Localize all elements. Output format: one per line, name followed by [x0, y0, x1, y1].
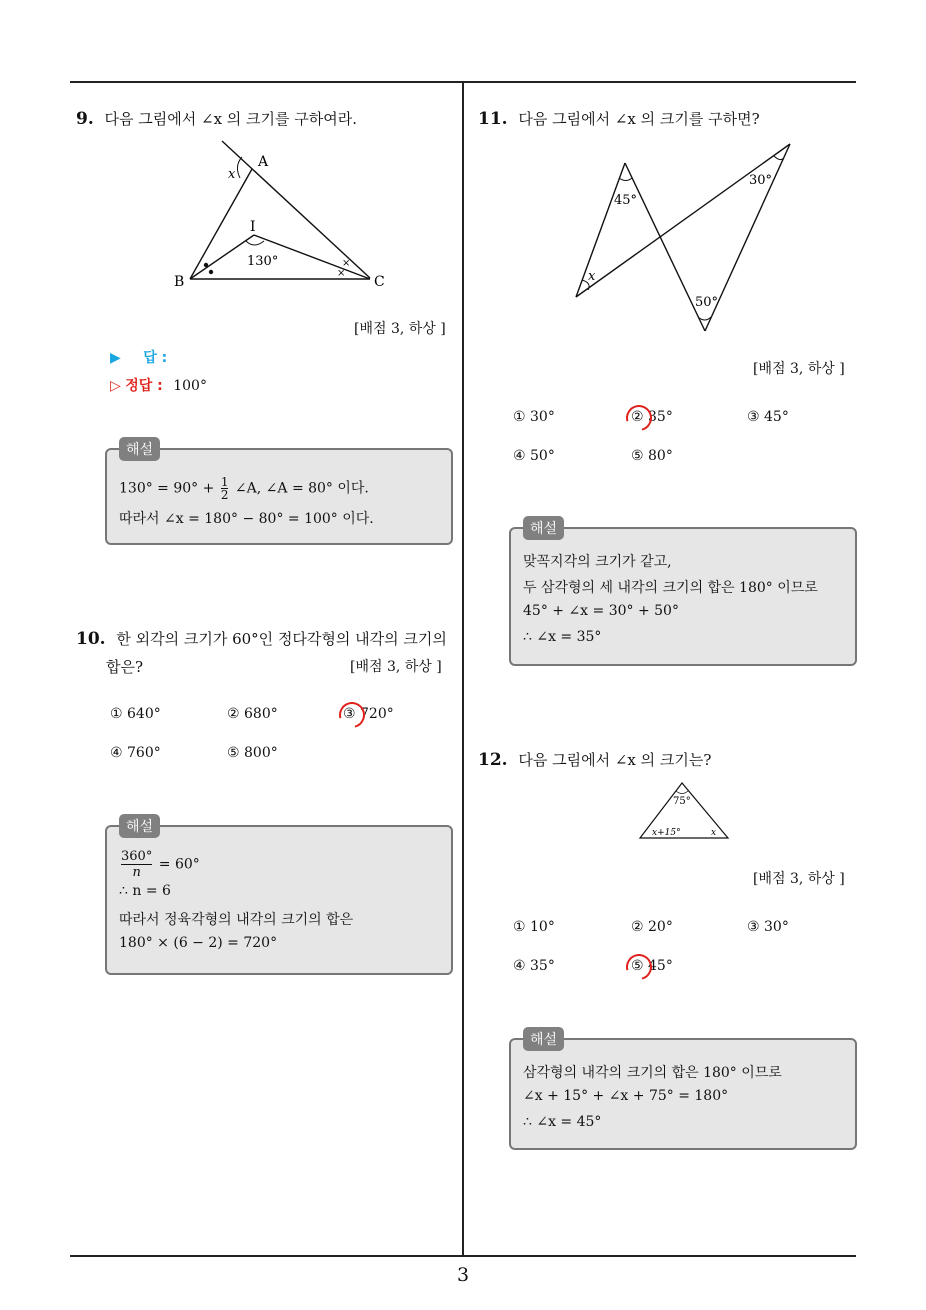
q10-option-2[interactable]: ② 680° — [227, 706, 278, 722]
question-text: 한 외각의 크기가 60°인 정다각형의 내각의 크기의 — [116, 630, 447, 648]
explanation-line: $\frac{360^\circ}{n}$ = 60° — [121, 849, 200, 880]
selected-answer-mark — [621, 949, 657, 985]
question-text: 다음 그림에서 ∠x 의 크기를 구하여라. — [104, 110, 358, 128]
q10-meta: [배점 3, 하상 ] — [350, 659, 442, 675]
explanation-line: 두 삼각형의 세 내각의 크기의 합은 180° 이므로 — [523, 580, 818, 596]
q10-option-1[interactable]: ① 640° — [110, 706, 161, 722]
angle-BIC-arc — [246, 241, 264, 245]
q12-option-1[interactable]: ① 10° — [513, 919, 555, 935]
bisector-cross: × — [342, 258, 351, 269]
fraction: $\frac{1}{2}$ — [220, 475, 229, 502]
q12-triangle-figure — [636, 780, 732, 844]
segment — [625, 163, 705, 331]
segment — [576, 163, 625, 297]
q11-option-3[interactable]: ③ 45° — [747, 409, 789, 425]
q12-option-5[interactable]: ⑤ 45° — [631, 958, 673, 974]
label-75: 75° — [673, 796, 691, 807]
q11-option-2[interactable]: ② 35° — [631, 409, 673, 425]
explanation-label: 해설 — [119, 437, 160, 461]
q11-option-4[interactable]: ④ 50° — [513, 448, 555, 464]
question-number: 11. — [478, 109, 508, 129]
label-C: C — [374, 274, 385, 290]
selected-answer-mark — [621, 400, 657, 436]
bisector-dot — [209, 270, 213, 274]
label-x: x — [711, 828, 717, 838]
segment — [576, 144, 790, 297]
explanation-line: ∠x + 15° + ∠x + 75° = 180° — [523, 1088, 729, 1104]
angle-x-arc — [237, 157, 242, 178]
q9-correct-line — [110, 375, 207, 395]
explanation-line: ∴ ∠x = 45° — [523, 1114, 602, 1130]
explanation-line: 따라서 정육각형의 내각의 크기의 합은 — [119, 912, 354, 928]
q11-meta: [배점 3, 하상 ] — [753, 361, 845, 377]
fraction: $\frac{360^\circ}{n}$ — [121, 849, 153, 880]
question-10-line2: 합은? — [106, 658, 144, 676]
explanation-line: 삼각형의 내각의 크기의 합은 180° 이므로 — [523, 1065, 782, 1081]
q12-option-2[interactable]: ② 20° — [631, 919, 673, 935]
q12-option-4[interactable]: ④ 35° — [513, 958, 555, 974]
q9-answer-line — [110, 347, 167, 367]
page-number: 3 — [456, 1264, 470, 1286]
correct-value: 100° — [173, 378, 207, 394]
explanation-label: 해설 — [119, 814, 160, 838]
explanation-line: 45° + ∠x = 30° + 50° — [523, 603, 679, 619]
bisector-cross: × — [337, 268, 346, 279]
bisector-dot — [204, 263, 208, 267]
column-divider — [462, 82, 464, 1256]
q11-bowtie-figure — [570, 140, 800, 340]
q12-explanation-box — [509, 1038, 857, 1150]
explanation-line: 180° × (6 − 2) = 720° — [119, 935, 278, 951]
angle-arc — [619, 178, 632, 181]
question-text: 다음 그림에서 ∠x 의 크기는? — [518, 751, 712, 769]
explanation-line: ∴ ∠x = 35° — [523, 629, 602, 645]
explanation-line: 맞꼭지각의 크기가 같고, — [523, 554, 672, 570]
q9-explanation-box — [105, 448, 453, 545]
segment-BI — [190, 235, 254, 279]
q10-explanation-box — [105, 825, 453, 975]
label-B: B — [174, 274, 185, 290]
play-icon: ▶ — [110, 350, 121, 366]
question-number: 9. — [76, 109, 94, 129]
label-x: x — [228, 167, 236, 182]
label-130: 130° — [247, 254, 279, 269]
explanation-label: 해설 — [523, 516, 564, 540]
question-number: 12. — [478, 750, 508, 770]
label-50: 50° — [695, 295, 719, 310]
q11-explanation-box — [509, 527, 857, 666]
q12-meta: [배점 3, 하상 ] — [753, 871, 845, 887]
question-12 — [478, 749, 711, 770]
q10-option-3[interactable]: ③ 720° — [343, 706, 394, 722]
correct-label: 정답 : — [125, 378, 163, 394]
label-A: A — [258, 154, 269, 170]
label-x: x — [588, 269, 596, 284]
side-AB — [190, 169, 252, 279]
question-text: 다음 그림에서 ∠x 의 크기를 구하면? — [518, 110, 760, 128]
q10-option-4[interactable]: ④ 760° — [110, 745, 161, 761]
q10-option-5[interactable]: ⑤ 800° — [227, 745, 278, 761]
q9-meta: [배점 3, 하상 ] — [354, 321, 446, 337]
bottom-rule — [70, 1255, 856, 1257]
q11-option-1[interactable]: ① 30° — [513, 409, 555, 425]
explanation-line: ∴ n = 6 — [119, 883, 171, 899]
label-x-plus-15: x+15° — [652, 828, 681, 838]
question-10 — [76, 628, 447, 649]
triangle-outline-icon: ▷ — [110, 378, 121, 394]
question-9 — [76, 108, 357, 129]
explanation-line: $130^\circ = 90^\circ + \frac{1}{2}$ ∠A, ∠A = 80° 이다. — [119, 475, 369, 502]
question-11 — [478, 108, 760, 129]
question-number: 10. — [76, 629, 106, 649]
q12-option-3[interactable]: ③ 30° — [747, 919, 789, 935]
label-30: 30° — [749, 173, 773, 188]
label-I: I — [250, 219, 256, 235]
angle-arc — [774, 156, 784, 160]
answer-label: 답 : — [143, 350, 168, 366]
q11-option-5[interactable]: ⑤ 80° — [631, 448, 673, 464]
selected-answer-mark — [334, 697, 370, 733]
label-45: 45° — [614, 193, 638, 208]
explanation-line: 따라서 ∠x = 180° − 80° = 100° 이다. — [119, 511, 374, 527]
explanation-label: 해설 — [523, 1027, 564, 1051]
q9-triangle-figure — [170, 138, 400, 298]
angle-arc — [676, 791, 688, 794]
